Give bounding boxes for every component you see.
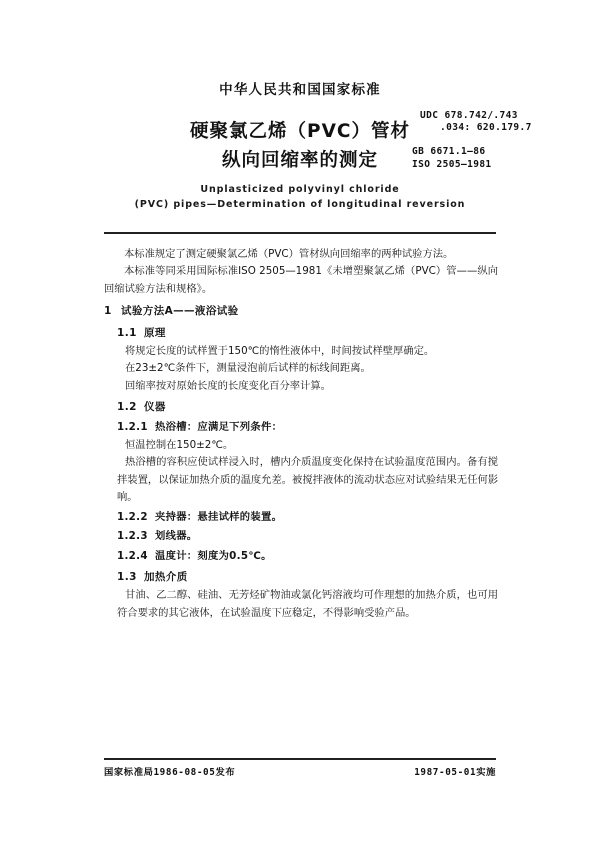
section-1-3-paragraph-1: 甘油、乙二醇、硅油、无芳烃矿物油或氯化钙溶液均可作理想的加热介质，也可用符合要求的其它液体，在试验温度下应稳定，不得影响受验产品。 [117, 589, 498, 619]
scope-paragraph-2: 本标准等同采用国际标准ISO 2505—1981《未增塑聚氯乙烯（PVC）管——纵向回缩试验方法和规格》。 [104, 265, 498, 295]
national-standard-label: 中华人民共和国国家标准 [219, 82, 381, 98]
section-1-2-3-number: 1.2.3 [117, 530, 148, 543]
section-1-2-2-number: 1.2.2 [117, 510, 148, 523]
section-1-1-paragraph-2: 在23±2℃条件下，测量浸泡前后试样的标线间距离。 [125, 362, 371, 375]
section-1-2-1-paragraph-1: 恒温控制在150±2℃。 [125, 439, 234, 452]
footer-issued-by: 国家标准局1986-08-05发布 [104, 767, 236, 778]
section-heading-1-2 [104, 399, 498, 416]
section-1-1-paragraph-3: 回缩率按对原始长度的长度变化百分率计算。 [125, 379, 331, 392]
gb-standard-number: GB 6671.1—86 [412, 146, 486, 157]
section-1-2-title: 仪器 [144, 401, 166, 414]
section-1-1-paragraph-1: 将规定长度的试样置于150℃的惰性液体中，时间按试样壁厚确定。 [125, 345, 435, 358]
section-heading-1-2-4 [104, 548, 498, 565]
section-1-2-1-number: 1.2.1 [117, 420, 148, 433]
udc-code-line-2: .034: 620.179.7 [440, 122, 532, 133]
section-heading-1-1 [104, 325, 498, 342]
section-heading-1-3 [104, 569, 498, 586]
document-subtitle-english [0, 182, 600, 212]
title-line-1: 硬聚氯乙烯（PVC）管材 [190, 121, 410, 142]
section-1-1-number: 1.1 [117, 326, 137, 339]
section-heading-1-2-3 [104, 528, 498, 545]
section-1-3-title: 加热介质 [144, 570, 188, 583]
footer-effective-date: 1987-05-01实施 [414, 767, 496, 778]
subtitle-en-line-2: (PVC) pipes—Determination of longitudinal reversion [134, 199, 466, 210]
section-1-2-1-paragraph-2: 热浴槽的容积应使试样浸入时，槽内介质温度变化保持在试验温度范围内。备有搅拌装置，以保证加热介质的温度允差。被搅拌液体的流动状态应对试验结果无任何影响。 [117, 456, 498, 504]
section-1-number: 1 [104, 305, 112, 318]
document-body [104, 246, 498, 622]
section-1-2-4-number: 1.2.4 [117, 549, 148, 562]
section-1-2-1-title: 热浴槽：应满足下列条件： [155, 420, 283, 433]
subtitle-en-line-1: Unplasticized polyvinyl chloride [200, 184, 400, 195]
section-1-1-title: 原理 [144, 326, 166, 339]
standard-code-block [412, 110, 582, 171]
section-heading-1-2-1 [104, 419, 498, 436]
section-1-3-number: 1.3 [117, 570, 137, 583]
section-1-2-3-title: 划线器。 [155, 530, 198, 543]
header-divider-rule [104, 232, 496, 234]
section-heading-1 [104, 303, 498, 320]
section-1-2-number: 1.2 [117, 401, 137, 414]
scope-paragraph-1: 本标准规定了测定硬聚氯乙烯（PVC）管材纵向回缩率的两种试验方法。 [124, 248, 454, 260]
udc-code-line-1: UDC 678.742/.743 [420, 110, 518, 121]
section-1-title: 试验方法A——液浴试验 [121, 305, 239, 318]
section-1-2-2-title: 夹持器：悬挂试样的装置。 [155, 510, 283, 523]
document-header [0, 0, 600, 235]
title-line-2: 纵向回缩率的测定 [221, 150, 378, 171]
document-footer [104, 764, 496, 778]
iso-standard-number: ISO 2505—1981 [412, 159, 492, 170]
footer-divider-rule [104, 758, 496, 760]
section-1-2-4-title: 温度计：刻度为0.5℃。 [155, 549, 272, 562]
section-heading-1-2-2 [104, 509, 498, 526]
